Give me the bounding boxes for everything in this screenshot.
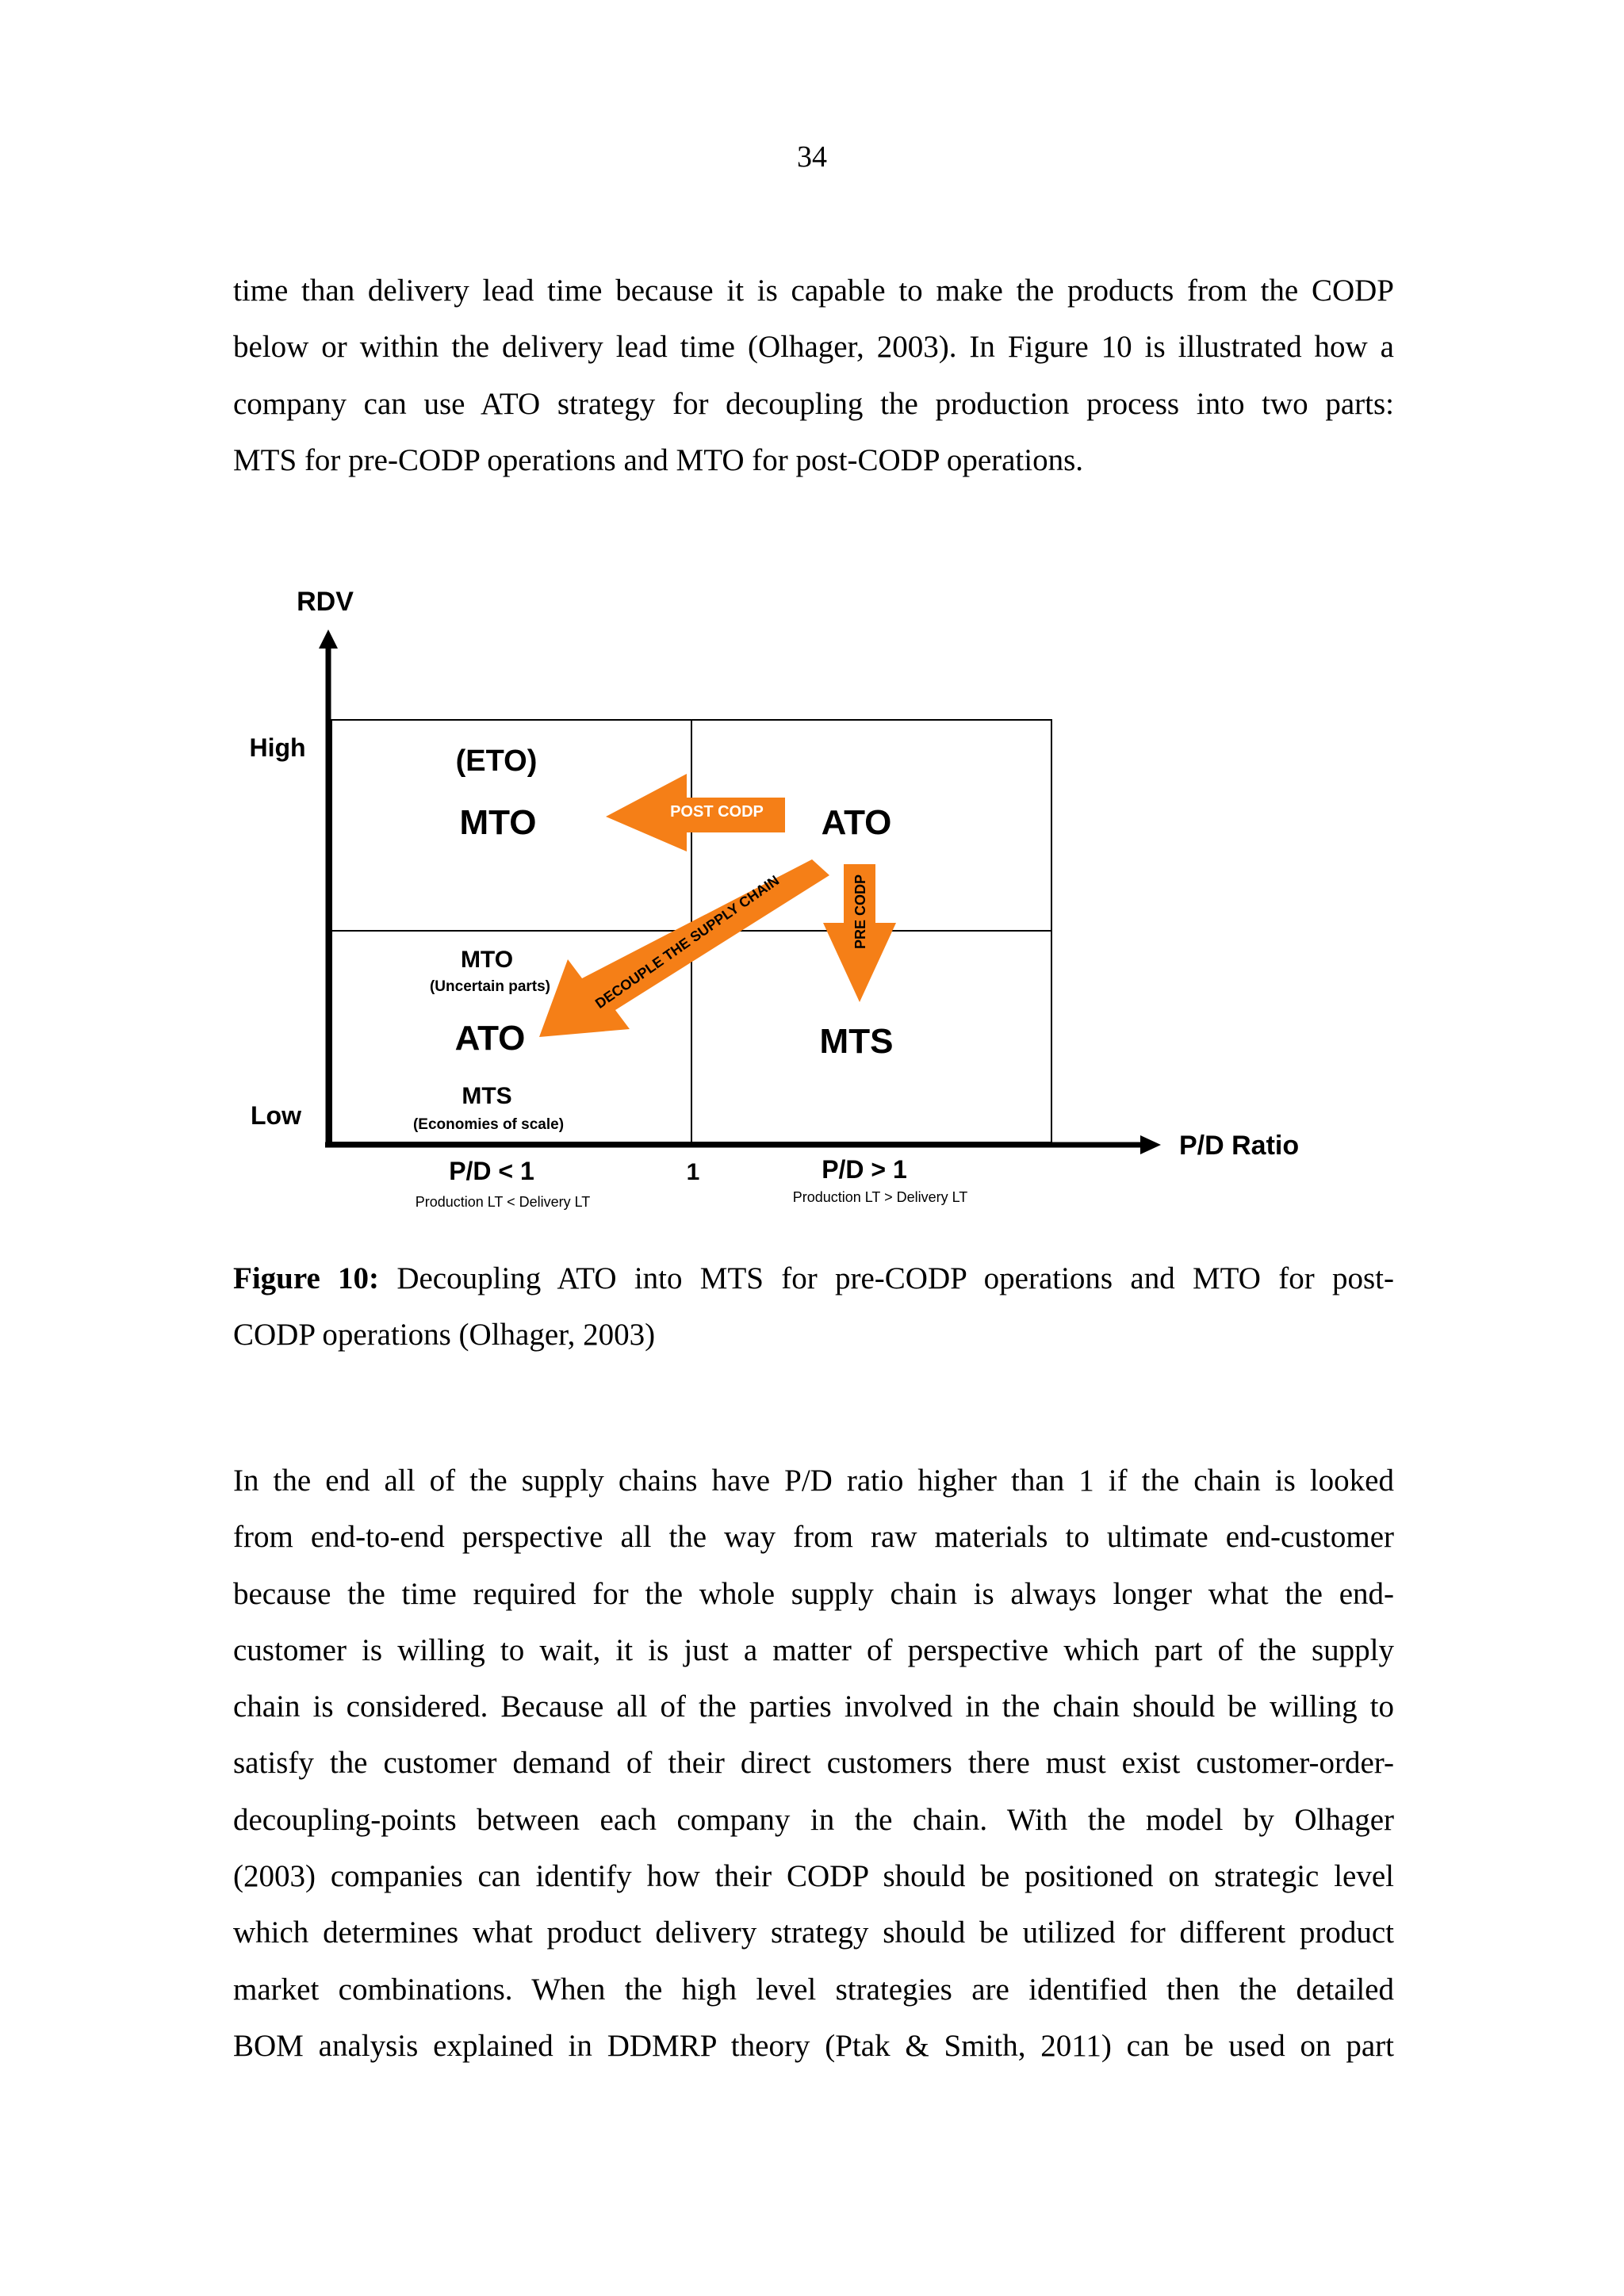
text-line: time than delivery lead time because it is capable to make the products from the CODP bbox=[233, 274, 1394, 308]
x-axis-arrowhead bbox=[1140, 1135, 1161, 1154]
y-axis-label: RDV bbox=[297, 587, 354, 617]
figure-caption bbox=[233, 1250, 1394, 1364]
mts-bottom-left-label: MTS bbox=[462, 1083, 512, 1109]
mto-top-label: MTO bbox=[459, 803, 537, 842]
post-codp-arrow-label: POST CODP bbox=[670, 803, 764, 821]
x-axis-label: P/D Ratio bbox=[1179, 1131, 1300, 1161]
text-line: below or within the delivery lead time (Olhager, 2003). In Figure 10 is illustrated how a bbox=[233, 330, 1394, 365]
text-line: In the end all of the supply chains have P/D ratio higher than 1 if the chain is looked bbox=[233, 1464, 1394, 1498]
mto-bottom-sublabel: (Uncertain parts) bbox=[429, 978, 551, 995]
text-line: chain is considered. Because all of the parties involved in the chain should be willing to bbox=[233, 1689, 1394, 1724]
text-line: MTS for pre-CODP operations and MTO for post-CODP operations. bbox=[233, 442, 1084, 477]
mts-bottom-left-sublabel: (Economies of scale) bbox=[412, 1116, 565, 1133]
mto-bottom-label: MTO bbox=[460, 947, 514, 973]
x-right-sublabel: Production LT > Delivery LT bbox=[792, 1189, 968, 1205]
text-line: from end-to-end perspective all the way from raw materials to ultimate end-customer bbox=[233, 1520, 1394, 1555]
page-number: 34 bbox=[797, 140, 827, 174]
paragraph-2 bbox=[233, 1452, 1394, 2074]
x-left-label: P/D < 1 bbox=[449, 1157, 534, 1185]
text-line: BOM analysis explained in DDMRP theory (Ptak & Smith, 2011) can be used on part bbox=[233, 2028, 1394, 2063]
text-line: which determines what product delivery strategy should be utilized for different product bbox=[233, 1915, 1394, 1950]
caption-label: Figure 10: bbox=[233, 1261, 380, 1295]
decouple-arrow-label: DECOUPLE THE SUPPLY CHAIN bbox=[592, 872, 783, 1012]
ato-top-label: ATO bbox=[821, 803, 892, 842]
x-right-label: P/D > 1 bbox=[822, 1155, 907, 1184]
y-high-label: High bbox=[249, 733, 306, 762]
text-line: (2003) companies can identify how their CODP should be positioned on strategic level bbox=[233, 1859, 1394, 1894]
caption-text-line-2: CODP operations (Olhager, 2003) bbox=[233, 1318, 656, 1353]
figure-10-diagram bbox=[230, 571, 1316, 1221]
text-line: satisfy the customer demand of their direct customers there must exist customer-order- bbox=[233, 1746, 1394, 1781]
x-mid-label: 1 bbox=[686, 1159, 700, 1185]
text-line: because the time required for the whole supply chain is always longer what the end- bbox=[233, 1576, 1394, 1611]
ato-bottom-label: ATO bbox=[454, 1019, 526, 1058]
text-line: company can use ATO strategy for decoupling the production process into two parts: bbox=[233, 386, 1394, 421]
y-axis-arrowhead bbox=[319, 629, 338, 649]
mts-bottom-right-label: MTS bbox=[819, 1022, 894, 1061]
x-left-sublabel: Production LT < Delivery LT bbox=[415, 1194, 591, 1210]
eto-label: (ETO) bbox=[455, 744, 538, 778]
pre-codp-arrow-label: PRE CODP bbox=[852, 874, 868, 950]
y-low-label: Low bbox=[251, 1101, 301, 1130]
text-line: decoupling-points between each company in the chain. With the model by Olhager bbox=[233, 1802, 1394, 1837]
text-line: customer is willing to wait, it is just a matter of perspective which part of the supply bbox=[233, 1632, 1394, 1667]
caption-text: Decoupling ATO into MTS for pre-CODP operations and MTO for post- bbox=[379, 1261, 1394, 1295]
paragraph-1 bbox=[233, 262, 1394, 488]
text-line: market combinations. When the high level strategies are identified then the detailed bbox=[233, 1972, 1394, 2007]
